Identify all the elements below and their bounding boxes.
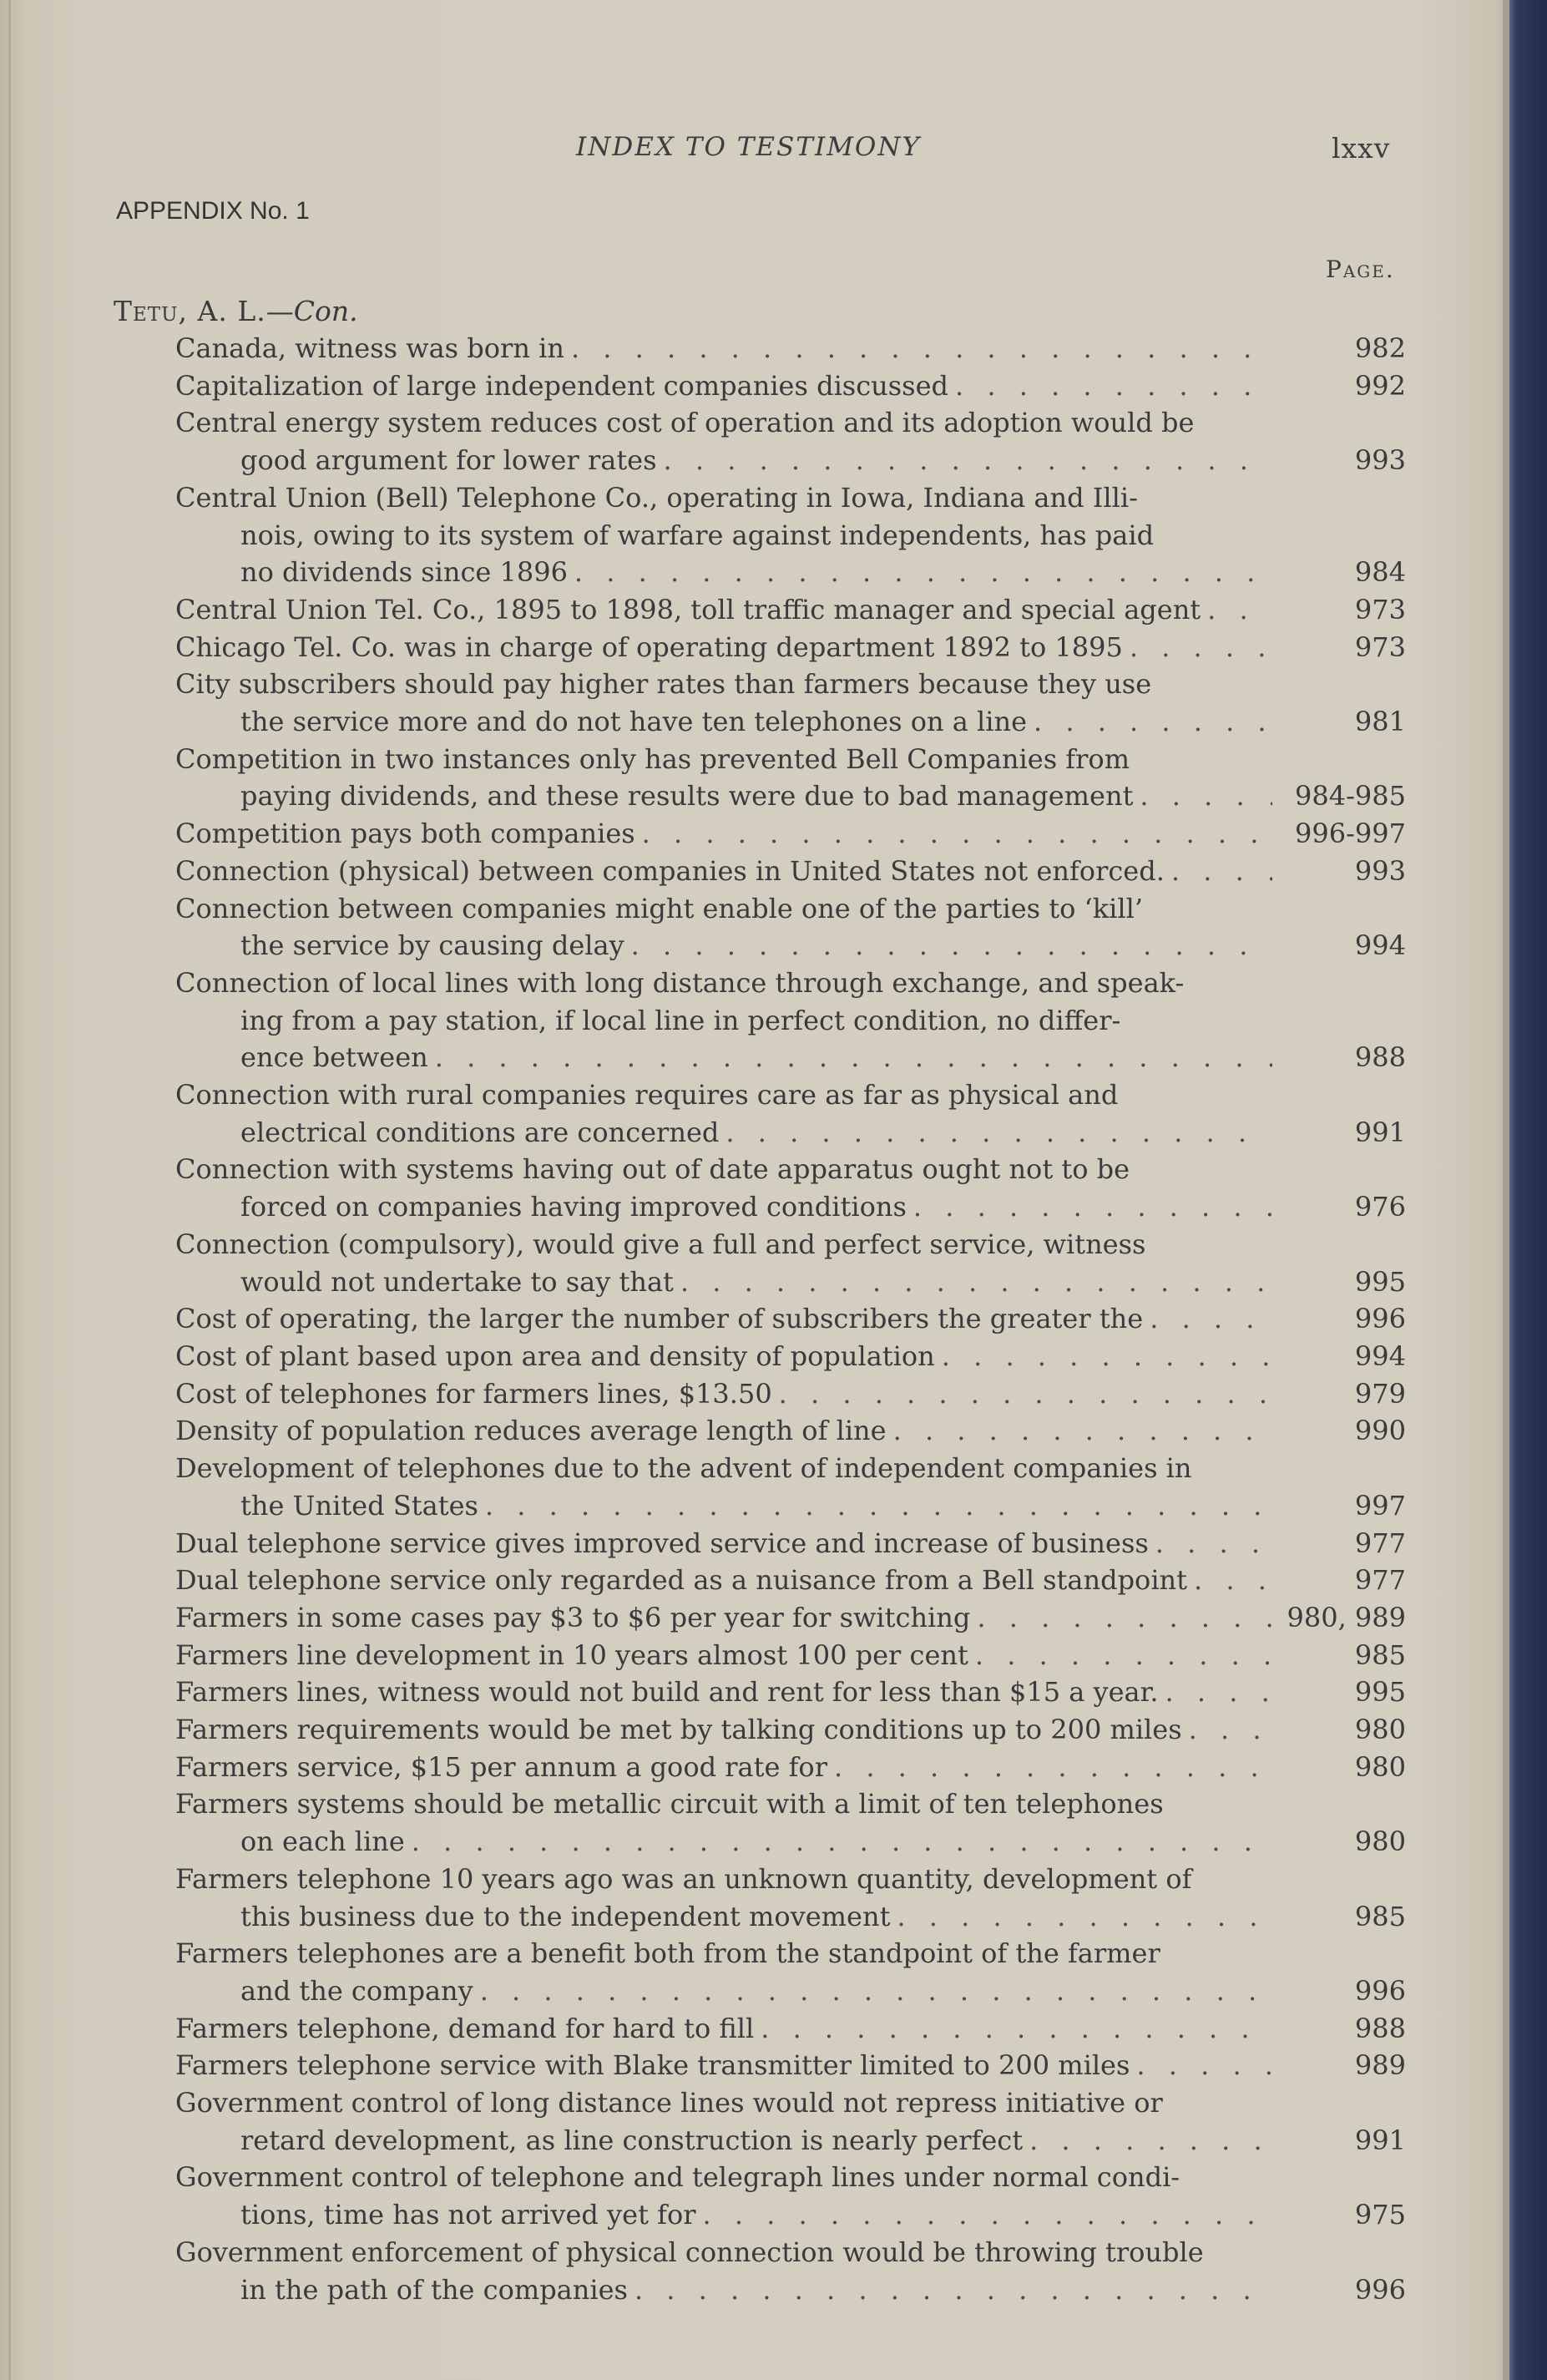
index-entry xyxy=(175,591,1411,629)
entry-text: Farmers telephone, demand for hard to fill xyxy=(175,2012,755,2044)
index-entry xyxy=(175,1226,1411,1300)
entry-text: tions, time has not arrived yet for xyxy=(240,2199,696,2231)
entry-line xyxy=(175,404,1272,442)
entry-text: Development of telephones due to the advent of independent companies in xyxy=(175,1452,1192,1485)
dot-leader xyxy=(696,2196,1273,2234)
entry-page-number: 989 xyxy=(1354,2049,1406,2082)
index-entry xyxy=(175,2084,1411,2159)
entry-text: Farmers telephones are a benefit both from the standpoint of the farmer xyxy=(175,1937,1160,1970)
entry-continuation-line xyxy=(175,927,1272,965)
entry-line xyxy=(175,1076,1272,1114)
entry-page-number: 996 xyxy=(1354,2273,1406,2306)
running-title: INDEX TO TESTIMONY xyxy=(576,132,921,162)
entry-line xyxy=(175,1674,1272,1711)
dot-leader xyxy=(887,1412,1272,1450)
entry-line xyxy=(175,1226,1272,1263)
index-entry xyxy=(175,1412,1411,1450)
entry-text: Capitalization of large independent companies discussed xyxy=(175,369,949,402)
entry-line xyxy=(175,2159,1272,2196)
entry-line xyxy=(175,1599,1272,1637)
entry-page-number: 980 xyxy=(1354,1714,1406,1746)
entry-continuation-line xyxy=(175,1823,1272,1861)
witness-continued: Con. xyxy=(293,295,358,327)
dot-leader xyxy=(1143,1300,1272,1338)
entry-text: Competition pays both companies xyxy=(175,818,635,850)
entry-text: Farmers lines, witness would not build and rent for less than $15 a year. xyxy=(175,1676,1159,1709)
entry-text: good argument for lower rates xyxy=(240,444,657,477)
entry-text: forced on companies having improved conditions xyxy=(240,1191,907,1223)
dot-leader xyxy=(478,1487,1272,1525)
dot-leader xyxy=(1027,703,1272,741)
entry-page-number: 996 xyxy=(1354,1303,1406,1335)
entry-page-number: 984-985 xyxy=(1295,780,1406,813)
index-entry xyxy=(175,1674,1411,1711)
witness-name: Tetu, A. L. xyxy=(114,295,266,327)
dot-leader xyxy=(827,1749,1272,1786)
entry-line xyxy=(175,741,1272,778)
dot-leader xyxy=(1165,853,1272,890)
entry-page-number: 991 xyxy=(1354,2124,1406,2156)
entry-text: the service more and do not have ten telephones on a line xyxy=(240,706,1027,738)
dot-leader xyxy=(970,1599,1272,1637)
entry-line xyxy=(175,666,1272,703)
entry-text: Farmers line development in 10 years almost 100 per cent xyxy=(175,1638,968,1671)
entry-text: Dual telephone service gives improved service and increase of business xyxy=(175,1527,1149,1559)
entry-text: Connection with rural companies requires care as far as physical and xyxy=(175,1079,1119,1112)
witness-dash: — xyxy=(265,295,294,327)
dot-leader xyxy=(1187,1562,1272,1599)
entry-continuation-line xyxy=(175,1039,1272,1076)
entry-continuation-line xyxy=(175,703,1272,741)
index-entry xyxy=(175,1935,1411,2009)
index-entry xyxy=(175,666,1411,740)
entry-text: no dividends since 1896 xyxy=(240,556,568,589)
dot-leader xyxy=(1182,1711,1272,1749)
dot-leader xyxy=(948,367,1272,405)
entry-line xyxy=(175,1637,1272,1674)
entry-text: nois, owing to its system of warfare against independents, has paid xyxy=(240,519,1155,551)
entry-continuation-line xyxy=(175,1487,1272,1525)
entry-text: Farmers systems should be metallic circuit with a limit of ten telephones xyxy=(175,1788,1164,1820)
index-entry xyxy=(175,1151,1411,1225)
entry-continuation-line xyxy=(175,1972,1272,2010)
entry-text: retard development, as line construction is nearly perfect xyxy=(240,2124,1024,2156)
entry-text: the service by causing delay xyxy=(240,929,624,962)
index-entry xyxy=(175,1711,1411,1749)
entry-continuation-line xyxy=(175,1114,1272,1152)
entry-page-number: 990 xyxy=(1354,1415,1406,1447)
entry-text: the United States xyxy=(240,1489,478,1522)
entry-page-number: 977 xyxy=(1354,1564,1406,1597)
entry-continuation-line xyxy=(175,1263,1272,1301)
index-entry xyxy=(175,2010,1411,2048)
entry-continuation-line xyxy=(175,517,1272,554)
index-entry xyxy=(175,741,1411,815)
entry-continuation-line xyxy=(175,554,1272,591)
entry-text: Central Union (Bell) Telephone Co., operating in Iowa, Indiana and Illi- xyxy=(175,481,1138,514)
entry-line xyxy=(175,1338,1272,1375)
entry-continuation-line xyxy=(175,1898,1272,1936)
dot-leader xyxy=(1201,591,1272,629)
index-entry xyxy=(175,1076,1411,1151)
entry-text: Farmers requirements would be met by talking conditions up to 200 miles xyxy=(175,1714,1182,1746)
entry-page-number: 997 xyxy=(1354,1489,1406,1522)
entry-line xyxy=(175,1412,1272,1450)
entry-page-number: 988 xyxy=(1354,2012,1406,2044)
entry-page-number: 982 xyxy=(1354,332,1406,364)
entry-page-number: 994 xyxy=(1354,1339,1406,1372)
entry-text: Density of population reduces average length of line xyxy=(175,1415,887,1447)
dot-leader xyxy=(1159,1674,1272,1711)
entry-page-number: 980 xyxy=(1354,1826,1406,1858)
entry-text: Government control of long distance lines would not repress initiative or xyxy=(175,2087,1163,2119)
entry-text: Farmers in some cases pay $3 to $6 per year for switching xyxy=(175,1601,971,1633)
index-entry xyxy=(175,367,1411,405)
index-entry xyxy=(175,479,1411,591)
dot-leader xyxy=(968,1637,1272,1674)
dot-leader xyxy=(568,554,1272,591)
entry-line xyxy=(175,1711,1272,1749)
entry-text: paying dividends, and these results were due to bad management xyxy=(240,780,1134,813)
entry-text: Connection (physical) between companies in United States not enforced. xyxy=(175,854,1165,887)
entry-text: electrical conditions are concerned xyxy=(240,1116,720,1148)
entry-line xyxy=(175,1935,1272,1972)
dot-leader xyxy=(473,1972,1272,2010)
entry-text: Connection of local lines with long distance through exchange, and speak- xyxy=(175,966,1185,999)
entry-text: Chicago Tel. Co. was in charge of operating department 1892 to 1895 xyxy=(175,630,1123,663)
dot-leader xyxy=(564,330,1272,367)
entry-line xyxy=(175,853,1272,890)
entry-text: this business due to the independent movement xyxy=(240,1900,891,1932)
index-entry xyxy=(175,1599,1411,1637)
entry-continuation-line xyxy=(175,442,1272,479)
entry-continuation-line xyxy=(175,1002,1272,1040)
page-gutter-edge xyxy=(1503,0,1509,2380)
dot-leader xyxy=(624,927,1272,965)
entry-page-number: 991 xyxy=(1354,1116,1406,1148)
entry-page-number: 979 xyxy=(1354,1377,1406,1410)
entry-text: Farmers telephone 10 years ago was an unknown quantity, development of xyxy=(175,1862,1192,1895)
dot-leader xyxy=(719,1114,1272,1152)
entry-text: Cost of plant based upon area and density of population xyxy=(175,1339,935,1372)
entry-page-number: 976 xyxy=(1354,1191,1406,1223)
entry-text: Connection (compulsory), would give a full and perfect service, witness xyxy=(175,1228,1146,1260)
entry-text: City subscribers should pay higher rates than farmers because they use xyxy=(175,668,1152,701)
entry-page-number: 993 xyxy=(1354,854,1406,887)
dot-leader xyxy=(628,2271,1272,2309)
entry-continuation-line xyxy=(175,2271,1272,2309)
entry-text: Connection between companies might enable one of the parties to ‘kill’ xyxy=(175,892,1143,924)
entry-page-number: 975 xyxy=(1354,2199,1406,2231)
index-entry xyxy=(175,815,1411,853)
entry-text: would not undertake to say that xyxy=(240,1265,674,1298)
index-entry xyxy=(175,404,1411,479)
index-entry xyxy=(175,629,1411,666)
dot-leader xyxy=(1133,777,1272,815)
dot-leader xyxy=(1123,629,1272,666)
entry-page-number: 995 xyxy=(1354,1676,1406,1709)
entry-page-number: 984 xyxy=(1354,556,1406,589)
entry-page-number: 996-997 xyxy=(1295,818,1406,850)
index-entry xyxy=(175,1525,1411,1562)
page-column-heading: Page. xyxy=(1326,256,1395,283)
entry-text: Cost of operating, the larger the number of subscribers the greater the xyxy=(175,1303,1144,1335)
entry-text: Central energy system reduces cost of operation and its adoption would be xyxy=(175,407,1195,439)
dot-leader xyxy=(1130,2047,1272,2084)
dot-leader xyxy=(907,1188,1272,1226)
entry-page-number: 973 xyxy=(1354,630,1406,663)
page-number: lxxv xyxy=(1332,132,1391,165)
entry-line xyxy=(175,1300,1272,1338)
dot-leader xyxy=(772,1375,1272,1413)
dot-leader xyxy=(754,2010,1272,2048)
entry-line xyxy=(175,479,1272,517)
entry-line xyxy=(175,629,1272,666)
entry-page-number: 985 xyxy=(1354,1638,1406,1671)
entry-page-number: 996 xyxy=(1354,1974,1406,2007)
entry-page-number: 985 xyxy=(1354,1900,1406,1932)
entry-text: on each line xyxy=(240,1826,405,1858)
entry-line xyxy=(175,2234,1272,2271)
entry-page-number: 988 xyxy=(1354,1041,1406,1074)
dot-leader xyxy=(635,815,1272,853)
entry-line xyxy=(175,2010,1272,2048)
entry-text: Canada, witness was born in xyxy=(175,332,564,364)
entry-page-number: 973 xyxy=(1354,593,1406,625)
entry-text: Farmers service, $15 per annum a good rate for xyxy=(175,1750,827,1783)
entry-text: Central Union Tel. Co., 1895 to 1898, toll traffic manager and special agent xyxy=(175,593,1201,625)
page-edge-shadow xyxy=(8,0,11,2380)
entry-continuation-line xyxy=(175,777,1272,815)
entry-page-number: 977 xyxy=(1354,1527,1406,1559)
entry-line xyxy=(175,890,1272,928)
entry-line xyxy=(175,591,1272,629)
index-entry xyxy=(175,1785,1411,1860)
entry-text: Connection with systems having out of date apparatus ought not to be xyxy=(175,1153,1130,1186)
index-entry xyxy=(175,1300,1411,1338)
dot-leader xyxy=(890,1898,1272,1936)
entry-line xyxy=(175,1525,1272,1562)
entry-text: Government control of telephone and telegraph lines under normal condi- xyxy=(175,2161,1180,2194)
dot-leader xyxy=(935,1338,1272,1375)
dot-leader xyxy=(1149,1525,1272,1562)
index-entry xyxy=(175,890,1411,965)
entry-page-number: 992 xyxy=(1354,369,1406,402)
index-entry xyxy=(175,1375,1411,1413)
entry-continuation-line xyxy=(175,2196,1272,2234)
index-entry xyxy=(175,2159,1411,2233)
entry-line xyxy=(175,367,1272,405)
index-entry xyxy=(175,1450,1411,1524)
index-entry xyxy=(175,1749,1411,1786)
index-entry xyxy=(175,1562,1411,1599)
entry-line xyxy=(175,2047,1272,2084)
entry-line xyxy=(175,1749,1272,1786)
entry-line xyxy=(175,1450,1272,1487)
index-entry xyxy=(175,330,1411,367)
entry-line xyxy=(175,1562,1272,1599)
entry-page-number: 995 xyxy=(1354,1265,1406,1298)
entry-page-number: 981 xyxy=(1354,706,1406,738)
index-entry xyxy=(175,2047,1411,2084)
entry-page-number: 994 xyxy=(1354,929,1406,962)
dot-leader xyxy=(405,1823,1272,1861)
dot-leader xyxy=(674,1263,1272,1301)
entry-line xyxy=(175,1861,1272,1898)
entry-text: in the path of the companies xyxy=(240,2273,628,2306)
index-entry xyxy=(175,965,1411,1076)
book-binding xyxy=(1509,0,1547,2380)
entry-line xyxy=(175,965,1272,1002)
entry-line xyxy=(175,815,1272,853)
index-entry xyxy=(175,1338,1411,1375)
entry-line xyxy=(175,1151,1272,1188)
entry-line xyxy=(175,2084,1272,2122)
entry-text: Farmers telephone service with Blake transmitter limited to 200 miles xyxy=(175,2049,1130,2082)
index-entries xyxy=(175,330,1411,2308)
entry-text: and the company xyxy=(240,1974,473,2007)
entry-text: Government enforcement of physical connection would be throwing trouble xyxy=(175,2236,1204,2268)
dot-leader xyxy=(657,442,1272,479)
dot-leader xyxy=(428,1039,1272,1076)
dot-leader xyxy=(1023,2122,1272,2160)
entry-line xyxy=(175,1785,1272,1823)
entry-continuation-line xyxy=(175,1188,1272,1226)
entry-line xyxy=(175,1375,1272,1413)
index-entry xyxy=(175,853,1411,890)
entry-text: ence between xyxy=(240,1041,428,1074)
entry-page-number: 980, 989 xyxy=(1287,1601,1406,1633)
entry-text: Dual telephone service only regarded as a nuisance from a Bell standpoint xyxy=(175,1564,1188,1597)
index-entry xyxy=(175,1861,1411,1935)
entry-continuation-line xyxy=(175,2122,1272,2160)
index-entry xyxy=(175,1637,1411,1674)
entry-text: Cost of telephones for farmers lines, $13.50 xyxy=(175,1377,772,1410)
index-entry xyxy=(175,2234,1411,2308)
entry-page-number: 993 xyxy=(1354,444,1406,477)
entry-page-number: 980 xyxy=(1354,1750,1406,1783)
entry-line xyxy=(175,330,1272,367)
entry-text: ing from a pay station, if local line in perfect condition, no differ- xyxy=(240,1004,1121,1036)
appendix-label: APPENDIX No. 1 xyxy=(116,197,310,225)
entry-text: Competition in two instances only has prevented Bell Companies from xyxy=(175,742,1130,775)
witness-heading xyxy=(114,295,358,327)
